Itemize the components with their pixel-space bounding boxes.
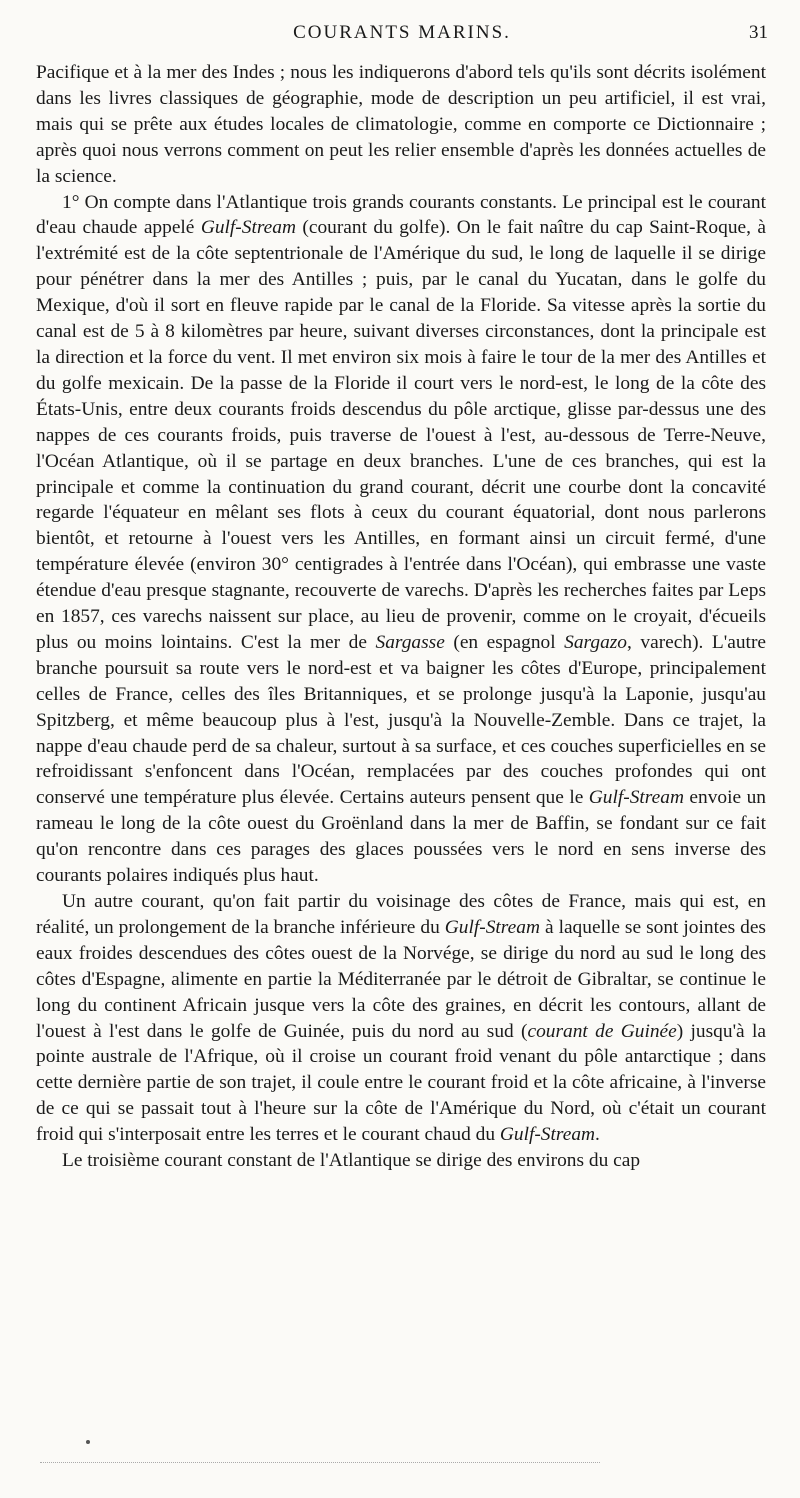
text-run: . — [595, 1124, 600, 1146]
paragraph — [36, 190, 766, 889]
paragraph — [36, 889, 766, 1148]
italic-term: Gulf-Stream — [200, 217, 296, 239]
italic-term: Sargasse — [375, 631, 445, 653]
italic-term: Gulf-Stream — [499, 1124, 596, 1146]
text-run: (courant du golfe). On le fait naître du cap Saint-Roque, à l'extrémité est de la côte septentrionale de l'Amérique du sud, le long de laquelle il se dirige pour pénétrer dans la mer des Antilles ; puis, par le canal du Yucatan, dans le golfe du Mexique, d'où il sort en fleuve rapide par le canal de la Floride. Sa vitesse après la sortie du canal est de 5 à 8 kilomètres par heure, suivant diverses circonstances, dont la principale est la direction et la force du vent. Il met environ six mois à faire le tour de la mer des Antilles et du golfe mexicain. De la passe de la Floride il court vers le nord-est, le long de la côte des États-Unis, entre deux courants froids descendus du pôle arctique, glisse par-dessus une des nappes de ces courants froids, puis traverse de l'ouest à l'est, au-dessous de Terre-Neuve, l'Océan Atlantique, où il se partage en deux branches. L'une de ces branches, qui est la principale et comme la continuation du grand courant, décrit une courbe dont la concavité regarde l'équateur en mêlant ses flots à ceux du courant équatorial, dont nous parlerons bientôt, et retourne à l'ouest vers les Antilles, en formant ainsi un circuit fermé, d'une température élevée (environ 30° centigrades à l'entrée dans l'Océan), qui embrasse une vaste étendue d'eau presque stagnante, recouverte de varechs. D'après les recherches faites par Leps en 1857, ces varechs naissent sur place, au lieu de provenir, comme on le croyait, d'écueils plus ou moins lointains. C'est la mer de — [36, 217, 766, 653]
italic-term: Gulf-Stream — [444, 916, 540, 938]
page-header — [36, 22, 768, 54]
running-title: COURANTS MARINS. — [293, 22, 511, 43]
text-run: envoie un rameau le long de la côte ouest du Groënland dans la mer de Baffin, se fondant sur ce fait qu'on rencontre dans ces parages des glaces poussées vers le nord en sens inverse des courants polaires indiqués plus haut. — [36, 787, 766, 887]
text-run: Pacifique et à la mer des Indes ; nous les indiquerons d'abord tels qu'ils sont décrits isolément dans les livres classiques de géographie, mode de description un peu artificiel, il est vrai, mais qui se prête aux études locales de climatologie, comme en comporte ce Dictionnaire ; après quoi nous verrons comment on peut les relier ensemble d'après les données actuelles de la science. — [36, 62, 766, 187]
text-run: Le troisième courant constant de l'Atlantique se dirige des environs du cap — [62, 1150, 641, 1172]
text-run: ) jusqu'à la pointe australe de l'Afrique, où il croise un courant froid venant du pôle antarctique ; dans cette dernière partie de son trajet, il coule entre le courant froid et la côte africaine, à l'inverse de ce qui se passait tout à l'heure sur la côte de l'Amérique du Nord, où c'était un courant froid qui s'interposait entre les terres et le courant chaud du — [36, 1020, 766, 1146]
paragraph — [36, 1148, 766, 1174]
paragraph — [36, 60, 766, 190]
ink-dot — [86, 1440, 90, 1444]
italic-term: courant de Guinée — [527, 1020, 677, 1042]
text-run: à laquelle se sont jointes des eaux froides descendues des côtes ouest de la Norvége, se dirige du nord au sud le long des côtes d'Espagne, alimente en partie la Méditerranée par le détroit de Gibraltar, se continue le long du continent Africain jusque vers la côte des graines, en décrit les contours, allant de l'ouest à l'est dans le golfe de Guinée, puis du nord au sud ( — [36, 916, 766, 1042]
footer-rule — [40, 1462, 600, 1463]
page-number: 31 — [749, 22, 768, 43]
text-run: Un autre courant, qu'on fait partir du voisinage des côtes de France, mais qui est, en réalité, un prolongement de la branche inférieure du — [36, 891, 766, 938]
text-run: , varech). L'autre branche poursuit sa route vers le nord-est et va baigner les côtes d'Europe, principalement celles de France, celles des îles Britanniques, et se prolonge jusqu'à la Laponie, jusqu'au Spitzberg, et même beaucoup plus à l'est, jusqu'à la Nouvelle-Zemble. Dans ce trajet, la nappe d'eau chaude perd de sa chaleur, surtout à sa surface, et ces couches superficielles en se refroidissant s'enfoncent dans l'Océan, remplacées par des couches profondes qui ont conservé une température plus élevée. Certains auteurs pensent que le — [36, 631, 767, 809]
text-run: 1° On compte dans l'Atlantique trois grands courants constants. Le principal est le courant d'eau chaude appelé — [36, 191, 766, 239]
italic-term: Sargazo — [564, 631, 628, 653]
italic-term: Gulf-Stream — [588, 787, 684, 809]
body-text — [36, 60, 766, 1174]
text-run: (en espagnol — [444, 631, 565, 653]
